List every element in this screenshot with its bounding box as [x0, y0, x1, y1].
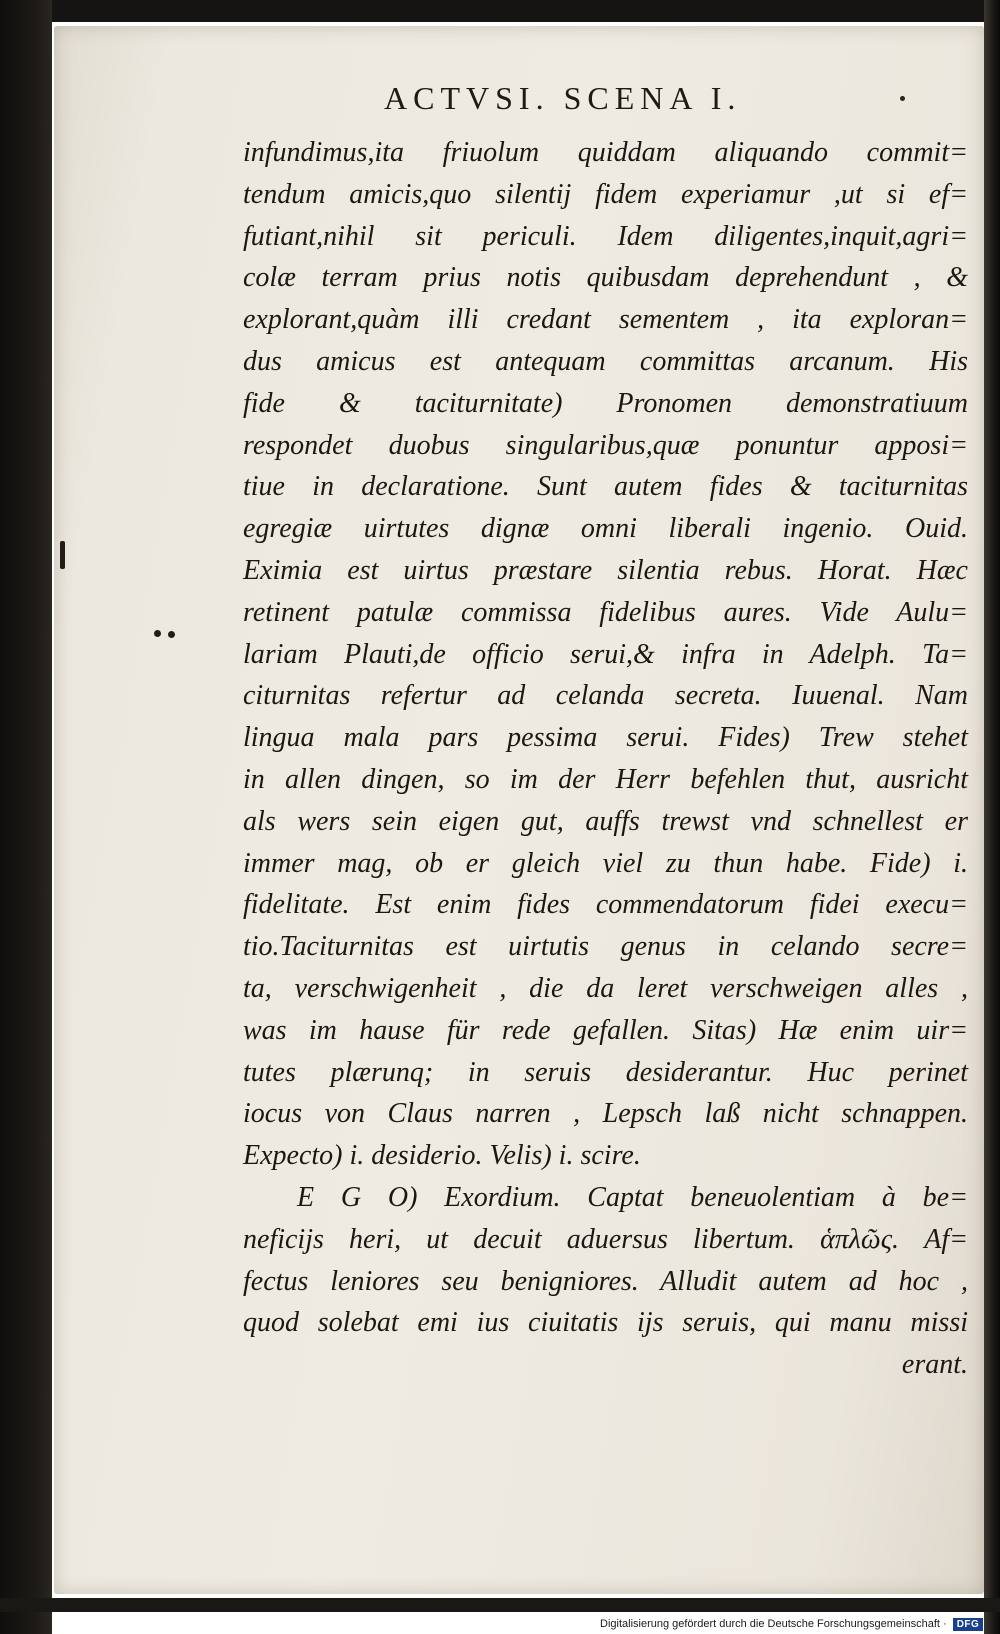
text-line: retinent patulæ commissa fidelibus aures. Vide Aulu= [243, 596, 968, 628]
text-line: was im hause für rede gefallen. Sitas) Hæ enim uir= [243, 1014, 968, 1046]
margin-ink-stroke [60, 541, 65, 569]
text-line: citurnitas refertur ad celanda secreta. Iuuenal. Nam [243, 680, 968, 712]
text-line: lariam Plauti,de officio serui,& infra in Adelph. Ta= [243, 638, 968, 670]
dfg-logo: DFG [953, 1618, 984, 1631]
text-line: futiant,nihil sit periculi. Idem diligentes,inquit,agri= [243, 220, 968, 252]
header-ink-dot [900, 96, 905, 101]
show-through-shading [75, 800, 165, 920]
catchword: erant. [901, 1349, 968, 1381]
text-line: als wers sein eigen gut, auffs trewst vnd schnellest er [243, 805, 968, 837]
body-text-block [243, 132, 968, 1386]
text-line: fide & taciturnitate) Pronomen demonstratiuum [243, 387, 968, 419]
text-line: fidelitate. Est enim fides commendatorum fidei execu= [243, 889, 968, 921]
text-line: lingua mala pars pessima serui. Fides) Trew stehet [243, 722, 968, 754]
text-line: E G O) Exordium. Captat beneuolentiam à be= [297, 1181, 968, 1213]
text-line: in allen dingen, so im der Herr befehlen thut, ausricht [243, 763, 968, 795]
digitization-footer [600, 1614, 983, 1634]
running-title: ACTVSI. SCENA I. [384, 80, 742, 116]
scan-border-bottom [0, 1598, 1000, 1612]
text-line: Expecto) i. desiderio. Velis) i. scire. [243, 1140, 641, 1172]
text-line: dus amicus est antequam committas arcanum. His [243, 345, 968, 377]
text-line: neficijs heri, ut decuit aduersus libertum. ἁπλῶς. Af= [243, 1223, 968, 1255]
text-line: explorant,quàm illi credant sementem , ita exploran= [243, 304, 968, 336]
text-line: tendum amicis,quo silentij fidem experiamur ,ut si ef= [243, 178, 968, 210]
margin-ink-dot [154, 630, 161, 637]
margin-ink-dot [168, 631, 175, 638]
text-line: tutes plærunq; in seruis desiderantur. Huc perinet [243, 1056, 968, 1088]
scan-border-top [0, 0, 1000, 22]
text-line: tio.Taciturnitas est uirtutis genus in celando secre= [243, 931, 968, 963]
text-line: Eximia est uirtus præstare silentia rebus. Horat. Hæc [243, 554, 968, 586]
text-line: ta, verschwigenheit , die da leret verschweigen alles , [243, 972, 968, 1004]
text-line: tiue in declaratione. Sunt autem fides & taciturnitas [243, 471, 968, 503]
text-line: fectus leniores seu benigniores. Alludit autem ad hoc , [243, 1265, 968, 1297]
text-line: immer mag, ob er gleich viel zu thun habe. Fide) i. [243, 847, 968, 879]
scan-border-left [0, 0, 52, 1634]
scan-border-right [984, 0, 1000, 1634]
text-line: iocus von Claus narren , Lepsch laß nicht schnappen. [243, 1098, 968, 1130]
text-line: egregiæ uirtutes dignæ omni liberali ingenio. Ouid. [243, 513, 968, 545]
text-line: quod solebat emi ius ciuitatis ijs seruis, qui manu missi [243, 1307, 968, 1339]
text-line: colæ terram prius notis quibusdam deprehendunt , & [243, 262, 968, 294]
text-line: respondet duobus singularibus,quæ ponuntur apposi= [243, 429, 968, 461]
funding-credit: Digitalisierung gefördert durch die Deutsche Forschungsgemeinschaft · [600, 1618, 947, 1630]
text-line: infundimus,ita friuolum quiddam aliquando commit= [243, 137, 968, 168]
